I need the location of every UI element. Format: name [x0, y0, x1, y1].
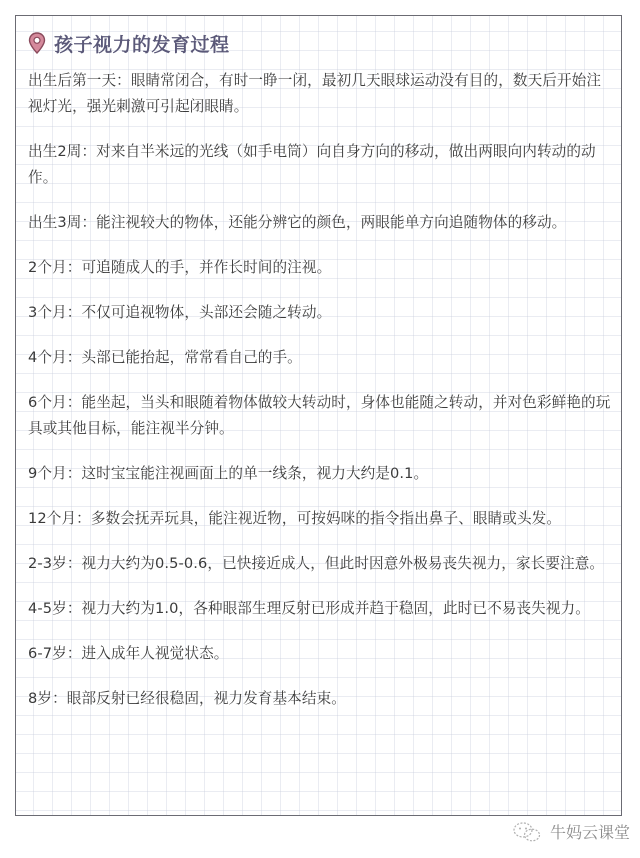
milestone-entry-8years: 8岁：眼部反射已经很稳固，视力发育基本结束。	[28, 690, 346, 707]
milestone-entry-3months: 3个月：不仅可追视物体，头部还会随之转动。	[28, 304, 332, 321]
title-row	[28, 28, 230, 58]
milestone-entry-3weeks: 出生3周：能注视较大的物体，还能分辨它的颜色，两眼能单方向追随物体的移动。	[28, 214, 567, 231]
milestone-entry-2weeks: 出生2周：对来自半米远的光线（如手电筒）向自身方向的移动，做出两眼向内转动的动作。	[28, 143, 596, 186]
milestone-entry-2months: 2个月：可追随成人的手，并作长时间的注视。	[28, 259, 332, 276]
milestone-entry-6months: 6个月：能坐起，当头和眼随着物体做较大转动时，身体也能随之转动，并对色彩鲜艳的玩具或其他目标，能注视半分钟。	[28, 394, 611, 437]
page-title: 孩子视力的发育过程	[54, 33, 230, 56]
milestone-entry-2-3years: 2-3岁：视力大约为0.5-0.6，已快接近成人，但此时因意外极易丧失视力，家长要注意。	[28, 555, 605, 572]
milestone-entry-4months: 4个月：头部已能抬起，常常看自己的手。	[28, 349, 302, 366]
wechat-icon	[512, 821, 542, 843]
milestone-entry-day1: 出生后第一天：眼睛常闭合，有时一睁一闭，最初几天眼球运动没有目的，数天后开始注视灯光，强光刺激可引起闭眼睛。	[28, 72, 602, 115]
milestone-list	[28, 68, 613, 731]
watermark-text: 牛妈云课堂	[549, 823, 630, 842]
content-card	[15, 15, 622, 816]
milestone-entry-9months: 9个月：这时宝宝能注视画面上的单一线条，视力大约是0.1。	[28, 465, 429, 482]
milestone-entry-12months: 12个月：多数会抚弄玩具，能注视近物，可按妈咪的指令指出鼻子、眼睛或头发。	[28, 510, 562, 527]
location-pin-icon	[28, 32, 46, 54]
milestone-entry-4-5years: 4-5岁：视力大约为1.0，各种眼部生理反射已形成并趋于稳固，此时已不易丧失视力。	[28, 600, 590, 617]
watermark	[512, 820, 630, 843]
milestone-entry-6-7years: 6-7岁：进入成年人视觉状态。	[28, 645, 229, 662]
